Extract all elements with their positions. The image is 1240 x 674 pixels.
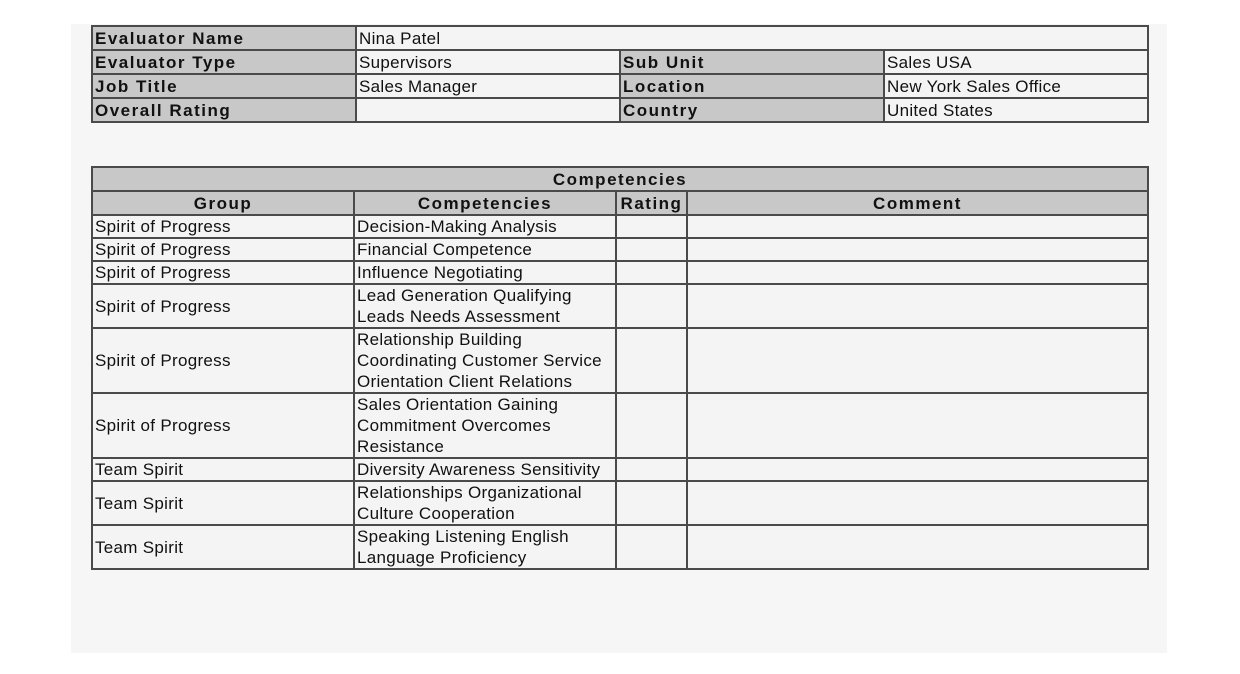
- overall-rating-label: Overall Rating: [92, 98, 356, 122]
- competency-header: Competencies: [354, 191, 616, 215]
- group-cell: Spirit of Progress: [92, 238, 354, 261]
- rating-cell: [616, 238, 687, 261]
- country-value: United States: [884, 98, 1148, 122]
- table-row: [92, 328, 1148, 393]
- table-row: [92, 393, 1148, 458]
- competency-cell: Lead Generation Qualifying Leads Needs Assessment: [354, 284, 616, 328]
- competency-cell: Relationship Building Coordinating Customer Service Orientation Client Relations: [354, 328, 616, 393]
- table-row: [92, 458, 1148, 481]
- table-row: [92, 238, 1148, 261]
- comment-cell: [687, 215, 1148, 238]
- location-value: New York Sales Office: [884, 74, 1148, 98]
- evaluator-type-label: Evaluator Type: [92, 50, 356, 74]
- competency-cell: Sales Orientation Gaining Commitment Overcomes Resistance: [354, 393, 616, 458]
- competency-cell: Influence Negotiating: [354, 261, 616, 284]
- competency-cell: Financial Competence: [354, 238, 616, 261]
- rating-cell: [616, 481, 687, 525]
- comment-cell: [687, 284, 1148, 328]
- competency-cell: Decision-Making Analysis: [354, 215, 616, 238]
- evaluator-name-value: Nina Patel: [356, 26, 1148, 50]
- comment-cell: [687, 261, 1148, 284]
- competency-cell: Diversity Awareness Sensitivity: [354, 458, 616, 481]
- competency-cell: Speaking Listening English Language Proficiency: [354, 525, 616, 569]
- evaluator-info-table: [91, 25, 1149, 123]
- group-cell: Spirit of Progress: [92, 215, 354, 238]
- group-cell: Spirit of Progress: [92, 284, 354, 328]
- group-header: Group: [92, 191, 354, 215]
- competency-cell: Relationships Organizational Culture Cooperation: [354, 481, 616, 525]
- rating-cell: [616, 261, 687, 284]
- table-row: [92, 525, 1148, 569]
- table-row: [92, 284, 1148, 328]
- comment-cell: [687, 481, 1148, 525]
- competencies-title: Competencies: [92, 167, 1148, 191]
- comment-cell: [687, 458, 1148, 481]
- competencies-table: [91, 166, 1149, 570]
- comment-cell: [687, 328, 1148, 393]
- competencies-title-row: [92, 167, 1148, 191]
- job-title-label: Job Title: [92, 74, 356, 98]
- job-title-value: Sales Manager: [356, 74, 620, 98]
- rating-header: Rating: [616, 191, 687, 215]
- country-label: Country: [620, 98, 884, 122]
- competencies-header-row: [92, 191, 1148, 215]
- group-cell: Team Spirit: [92, 525, 354, 569]
- comment-cell: [687, 393, 1148, 458]
- evaluator-type-value: Supervisors: [356, 50, 620, 74]
- job-title-row: [92, 74, 1148, 98]
- rating-cell: [616, 393, 687, 458]
- evaluator-type-row: [92, 50, 1148, 74]
- rating-cell: [616, 215, 687, 238]
- comment-header: Comment: [687, 191, 1148, 215]
- overall-rating-row: [92, 98, 1148, 122]
- competencies-body: [92, 215, 1148, 569]
- group-cell: Team Spirit: [92, 458, 354, 481]
- rating-cell: [616, 284, 687, 328]
- rating-cell: [616, 525, 687, 569]
- rating-cell: [616, 458, 687, 481]
- comment-cell: [687, 238, 1148, 261]
- sub-unit-value: Sales USA: [884, 50, 1148, 74]
- group-cell: Spirit of Progress: [92, 393, 354, 458]
- location-label: Location: [620, 74, 884, 98]
- table-row: [92, 261, 1148, 284]
- table-row: [92, 481, 1148, 525]
- group-cell: Spirit of Progress: [92, 261, 354, 284]
- sub-unit-label: Sub Unit: [620, 50, 884, 74]
- comment-cell: [687, 525, 1148, 569]
- rating-cell: [616, 328, 687, 393]
- overall-rating-value: [356, 98, 620, 122]
- group-cell: Spirit of Progress: [92, 328, 354, 393]
- evaluator-name-label: Evaluator Name: [92, 26, 356, 50]
- evaluator-name-row: [92, 26, 1148, 50]
- evaluation-form: [71, 24, 1167, 653]
- table-row: [92, 215, 1148, 238]
- group-cell: Team Spirit: [92, 481, 354, 525]
